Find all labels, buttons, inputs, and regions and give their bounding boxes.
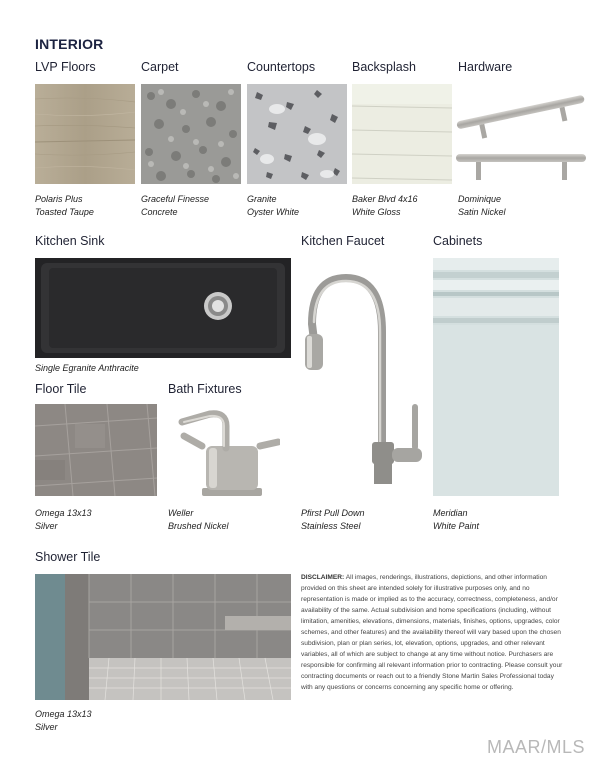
hardware-caption (458, 193, 506, 219)
bath-fixtures-label: Bath Fixtures (168, 382, 242, 396)
shower-tile-image (35, 574, 291, 700)
lvp-floors-caption (35, 193, 94, 219)
shower-tile-label: Shower Tile (35, 550, 101, 564)
cabinets-label: Cabinets (433, 234, 483, 248)
kitchen-sink-image (35, 258, 291, 358)
hardware-color: Satin Nickel (458, 207, 506, 217)
hardware-label: Hardware (458, 60, 513, 74)
backsplash-swatch (352, 84, 452, 184)
mls-watermark: MAAR/MLS (486, 737, 585, 757)
floor-tile-name: Omega 13x13 (35, 508, 92, 518)
countertops-caption (247, 193, 299, 219)
carpet-name: Graceful Finesse (141, 194, 210, 204)
cabinets-finish: White Paint (433, 521, 480, 531)
floor-tile-color: Silver (35, 521, 58, 531)
bath-fixtures-finish: Brushed Nickel (168, 521, 229, 531)
carpet-swatch (141, 84, 241, 184)
floor-tile-caption (35, 507, 92, 533)
cabinets-name: Meridian (433, 508, 468, 518)
countertops-swatch (247, 84, 347, 184)
kitchen-faucet-caption (301, 507, 365, 533)
backsplash-label: Backsplash (352, 60, 416, 74)
carpet-caption (141, 193, 209, 219)
cabinets-swatch (433, 258, 559, 496)
backsplash-color: White Gloss (352, 207, 401, 217)
kitchen-faucet-name: Pfirst Pull Down (301, 508, 365, 518)
kitchen-sink-caption: Single Egranite Anthracite (35, 363, 139, 373)
floor-tile-image (35, 404, 157, 496)
shower-tile-color: Silver (35, 722, 58, 732)
floor-tile-label: Floor Tile (35, 382, 87, 396)
kitchen-faucet-label: Kitchen Faucet (301, 234, 385, 248)
disclaimer-text: All images, renderings, illustrations, depictions, and other information provided on this sheet are intended solely for illustrative purposes only, and no representation is made or implied as to the accuracy, correctness, completeness, and/or availability of the same. Actual subdivision and home specifications (including, without limitation, amenities, elevations, dimensions, materials, finishes, options, upgrades, color schemes, and other features) and the availability thereof will vary based upon the chosen subdivision, plan or plan series, lot, elevation, options, upgrades, and other relevant variables, all of which are subject to change at any time without notice. Purchasers are responsible for confirming all relevant information prior to contracting. Please consult your contracting documents or reach out to a friendly Stone Martin Sales Professional today with any questions or concerns concerning any specific home or offering. (301, 574, 563, 691)
shower-tile-caption (35, 708, 92, 734)
lvp-floors-name: Polaris Plus (35, 194, 83, 204)
countertops-label: Countertops (247, 60, 316, 74)
page-title: INTERIOR (35, 36, 104, 52)
bath-fixtures-caption (168, 507, 229, 533)
kitchen-faucet-image (296, 262, 426, 502)
kitchen-sink-label: Kitchen Sink (35, 234, 105, 248)
disclaimer-heading: DISCLAIMER: (301, 574, 345, 581)
backsplash-name: Baker Blvd 4x16 (352, 194, 418, 204)
carpet-color: Concrete (141, 207, 178, 217)
lvp-floors-label: LVP Floors (35, 60, 96, 74)
countertops-color: Oyster White (247, 207, 300, 217)
lvp-floors-color: Toasted Taupe (35, 207, 94, 217)
bath-fixtures-image (176, 406, 280, 498)
lvp-floors-swatch (35, 84, 135, 184)
countertops-name: Granite (247, 194, 277, 204)
shower-tile-name: Omega 13x13 (35, 709, 92, 719)
hardware-name: Dominique (458, 194, 502, 204)
bath-fixtures-name: Weller (168, 508, 194, 518)
kitchen-faucet-finish: Stainless Steel (301, 521, 361, 531)
cabinets-caption (433, 507, 479, 533)
disclaimer (301, 572, 563, 693)
carpet-label: Carpet (141, 60, 179, 74)
backsplash-caption (352, 193, 418, 219)
hardware-swatch (452, 84, 590, 184)
